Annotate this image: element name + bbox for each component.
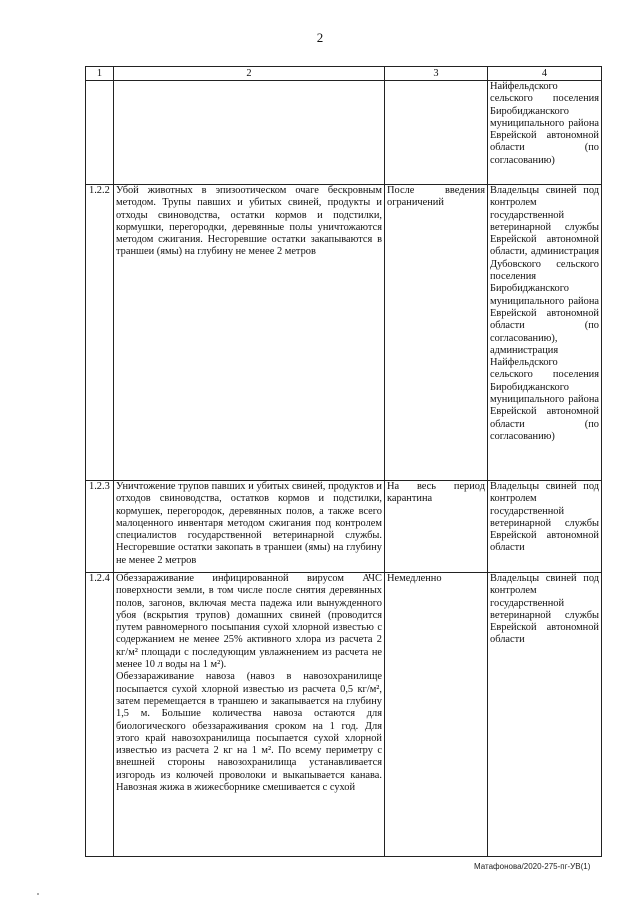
- table-row: [86, 185, 602, 481]
- header-col-1: 1: [86, 67, 114, 81]
- table-row: [86, 573, 602, 857]
- document-footer-code: Матафонова/2020-275-пг-УВ(1): [474, 862, 591, 871]
- row-term: После введения ограничений: [385, 185, 488, 481]
- table-header-row: [86, 67, 602, 81]
- measures-table: [85, 66, 602, 857]
- row-term: [385, 81, 488, 185]
- description-paragraph: Уничтожение трупов павших и убитых свиней, продуктов и отходов свиноводства, остатков кормов и подстилки, кормушек, перегородок, деревянных полов, а также всего малоценного инвентаря методом сжигания под контролем специалистов государственной ветеринарной службы. Несгоревшие остатки закопать в траншеи (ямы) на глубину не менее 2 метров: [116, 481, 382, 566]
- description-paragraph: Обеззараживание инфицированной вирусом АЧС поверхности земли, в том числе после снятия деревянных полов, загонов, включая места падежа или вынужденного убоя (вскрытия трупов) домашних свиней (проводится путем равномерного посыпания сухой хлорной известью с содержанием не менее 25% активного хлора из расчета 2 кг/м² площади с последующим увлажнением из расчета не менее 10 л воды на 1 м²).: [116, 573, 382, 671]
- row-description: [114, 573, 385, 857]
- row-description: [114, 481, 385, 573]
- description-paragraph: Обеззараживание навоза (навоз в навозохранилище посыпается сухой хлорной известью из расчета 0,5 кг/м², затем перемещается в траншею и закапывается на глубину 1,5 м. Большие количества навоза остаются для биологического обеззараживания сроком на 1 год. Для этого край навозохранилища посыпается сухой хлорной известью из расчета 2 кг на 1 м². По всему периметру с внешней стороны навозохранилища устанавливается изгородь из колючей проволоки и выкапывается канава. Навозная жижа в жижесборнике смешивается с сухой: [116, 671, 382, 794]
- row-number: 1.2.2: [86, 185, 114, 481]
- row-number: 1.2.3: [86, 481, 114, 573]
- row-number: 1.2.4: [86, 573, 114, 857]
- row-description: [114, 81, 385, 185]
- row-responsible: Владельцы свиней под контролем государственной ветеринарной службы Еврейской автономной области: [488, 573, 602, 857]
- header-col-4: 4: [488, 67, 602, 81]
- row-responsible: Владельцы свиней под контролем государственной ветеринарной службы Еврейской автономной области: [488, 481, 602, 573]
- row-responsible: Владельцы свиней под контролем государственной ветеринарной службы Еврейской автономной области, администрация Дубовского сельского поселения Биробиджанского муниципального района Еврейской автономной области (по согласованию), администрация Найфельдского сельского поселения Биробиджанского муниципального района Еврейской автономной области (по согласованию): [488, 185, 602, 481]
- table-row: [86, 81, 602, 185]
- row-term: На весь период карантина: [385, 481, 488, 573]
- scan-speck: [37, 893, 39, 895]
- row-number: [86, 81, 114, 185]
- page-number: 2: [316, 30, 324, 45]
- table-row: [86, 481, 602, 573]
- header-col-2: 2: [114, 67, 385, 81]
- header-col-3: 3: [385, 67, 488, 81]
- description-paragraph: Убой животных в эпизоотическом очаге бескровным методом. Трупы павших и убитых свиней, продукты и отходы свиноводства, остатки кормов и подстилки, кормушки, перегородки, деревянные полы уничтожаются методом сжигания. Несгоревшие остатки закапываются в траншеи (ямы) на глубину не менее 2 метров: [116, 185, 382, 258]
- row-responsible: Найфельдского сельского поселения Биробиджанского муниципального района Еврейской автономной области (по согласованию): [488, 81, 602, 185]
- row-term: Немедленно: [385, 573, 488, 857]
- row-description: [114, 185, 385, 481]
